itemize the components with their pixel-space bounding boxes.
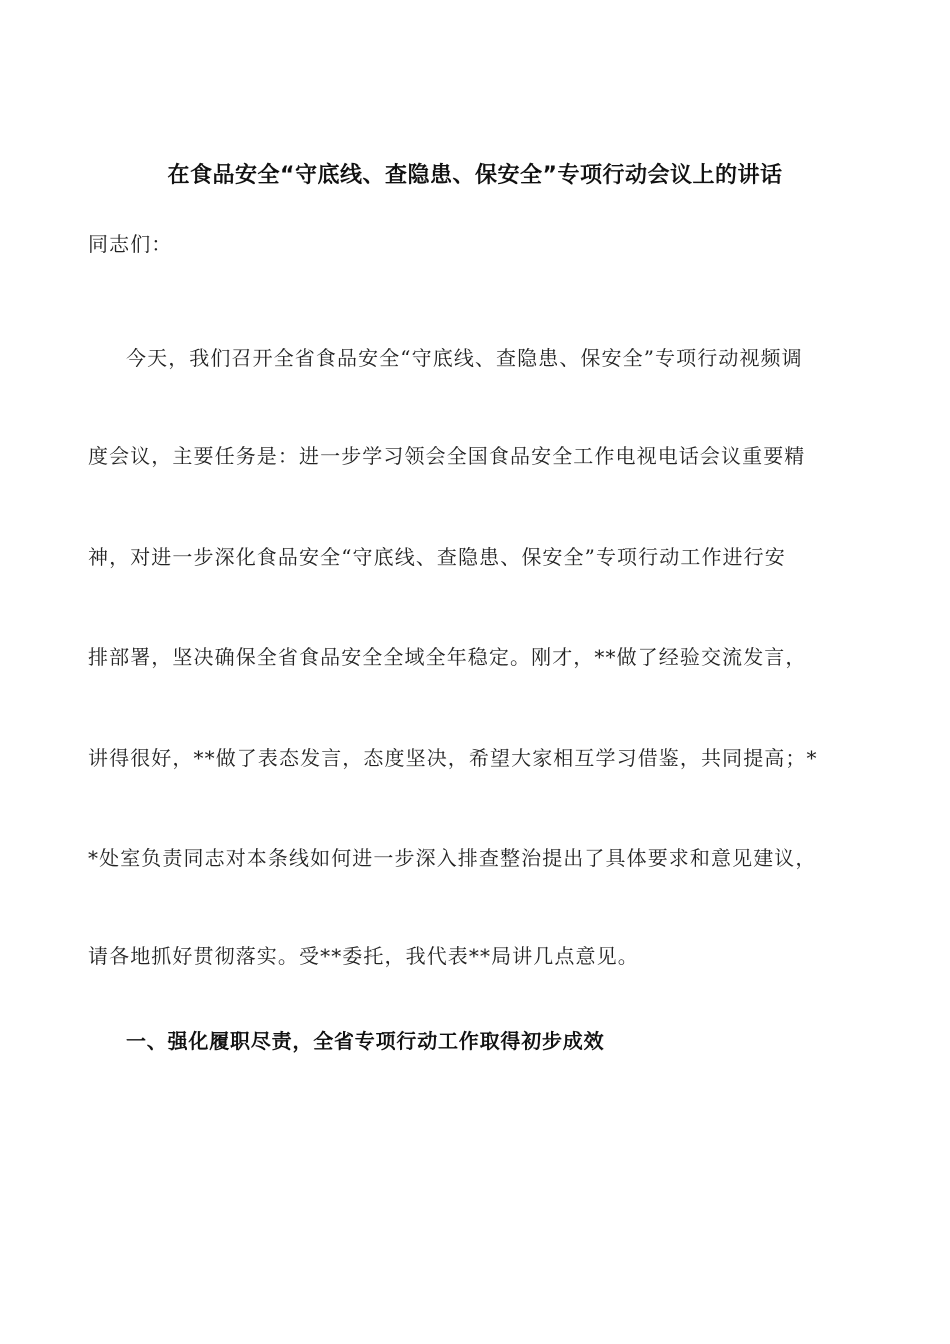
paragraph-line: 请各地抓好贯彻落实。受**委托，我代表**局讲几点意见。 xyxy=(88,944,639,968)
section-heading: 一、强化履职尽责，全省专项行动工作取得初步成效 xyxy=(126,1029,605,1053)
paragraph-line: 神，对进一步深化食品安全“守底线、查隐患、保安全”专项行动工作进行安 xyxy=(88,545,786,569)
paragraph-line: 度会议，主要任务是：进一步学习领会全国食品安全工作电视电话会议重要精 xyxy=(88,444,806,468)
paragraph-line: *处室负责同志对本条线如何进一步深入排查整治提出了具体要求和意见建议， xyxy=(88,846,817,870)
salutation: 同志们： xyxy=(88,232,173,256)
paragraph-line: 排部署，坚决确保全省食品安全全域全年稳定。刚才，**做了经验交流发言， xyxy=(88,645,807,669)
document-title: 在食品安全“守底线、查隐患、保安全”专项行动会议上的讲话 xyxy=(167,163,783,188)
paragraph-line: 讲得很好，**做了表态发言，态度坚决，希望大家相互学习借鉴，共同提高；* xyxy=(88,746,818,770)
paragraph-line: 今天，我们召开全省食品安全“守底线、查隐患、保安全”专项行动视频调 xyxy=(126,346,803,370)
